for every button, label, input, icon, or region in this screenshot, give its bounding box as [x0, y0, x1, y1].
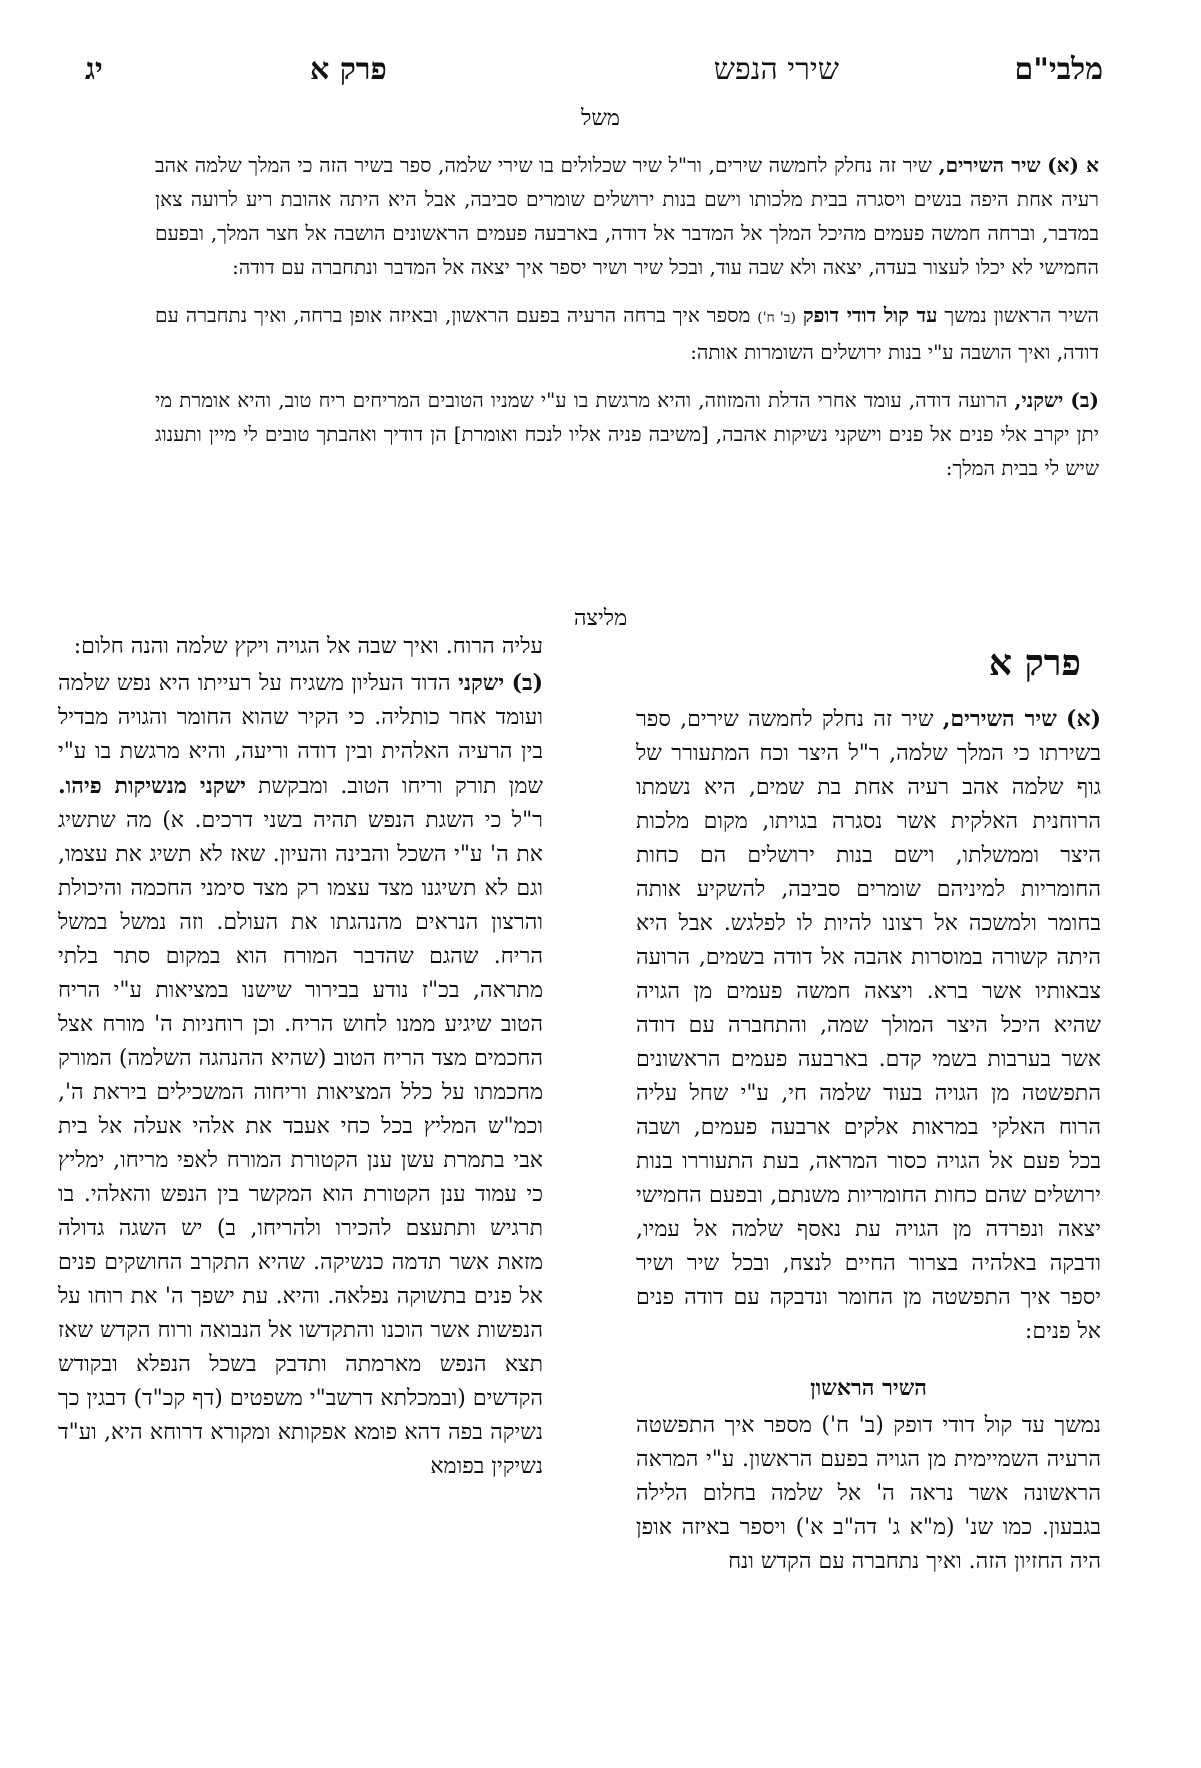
chapter-title: פרק א [988, 642, 1081, 684]
lemma: ישקני [458, 670, 505, 696]
paragraph-text: מספר איך ברחה הרעיה בפעם הראשון, ובאיזה אופן ברחה, ואיך נתחברה עם דודה, ואיך הושבה ע"י בנות ירושלים השומרות אותה: [155, 303, 1099, 364]
melitza-left-column [58, 630, 543, 1484]
paragraph-text: נמשך עד קול דודי דופק (ב' ח') מספר איך התפשטה הרעיה השמיימית מן הגויה בפעם הראשון. ע"י המראה הראשונה אשר נראה ה' אל שלמה בחלום הלילה בגבעון. כמו שנ' (מ"א ג' דה"ב א') ויספר באיזה אופן היה החזיון הזה. ואיך נתחברה עם הקדש ונח [636, 1413, 1101, 1574]
running-header [40, 52, 1161, 102]
mashal-paragraph-3 [155, 383, 1099, 485]
lemma: שיר השירים, [938, 153, 1041, 177]
paragraph-text: השיר הראשון נמשך [944, 303, 1099, 327]
header-book-title: שירי הנפש [713, 52, 839, 87]
mashal-paragraph-2 [155, 298, 1099, 369]
melitza-paragraph-1 [636, 702, 1101, 1349]
verse-number: (א) [1066, 706, 1101, 732]
paragraph-text: הדוד העליון משגיח על רעייתו היא נפש שלמה ועומד אחר כותליה. כי הקיר שהוא החומר והגויה מבדיל בין הרעיה האלהית ובין דודה וריעה, והיא מרגשת בו ע"י שמן תורק וריחו הטוב. ומבקשת [58, 671, 543, 799]
mashal-paragraph-1 [155, 148, 1099, 284]
citation: (ב' ח') [757, 310, 796, 326]
lemma: עד קול דודי דופק [802, 303, 938, 327]
mashal-label: משל [581, 106, 620, 131]
header-chapter: פרק א [310, 52, 387, 87]
paragraph-text: ר"ל כי השגת הנפש תהיה בשני דרכים. א) מה שתשיג את ה' ע"י השכל והבינה והעיון. שאז לא תשיג את עצמו, וגם לא תשיגנו מצד עצמו רק מצד סימני החכמה והיכולת והרצון הנראים מהנהגתו את העולם. וזה נמשל במשל הריח. שהגם שהדבר המורח הוא במקום סתר בלתי מתראה, בכ"ז נודע בבירור שישנו במציאות ע"י הריח הטוב שיגיע ממנו לחוש הריח. וכן רוחניות ה' מורח אצל החכמים מצד הריח הטוב (שהיא ההנהגה השלמה) המורק מחכמתו על כלל המציאות וריחוה המשכילים ביראת ה', וכמ"ש המליץ בכל כחי אעבד את אלהי אעלה אל בית אבי בתמרת עשן ענן הקטורת המורח לאפי מריחו, ימליץ כי עמוד ענן הקטורת הוא המקשר בין הנפש והאלהי. בו תרגיש ותתעצם להכירו ולהריחו, ב) יש השגה גדולה מזאת אשר תדמה כנשיקה. שהיא התקרב החושקים פנים אל פנים בתשוקה נפלאה. והיא. עת ישפך ה' את רוחו על הנפשות אשר הוכנו והתקדשו אל הנבואה ורוח הקדש שאז תצא הנפש מארמתה ותדבק בשכל הנפלא ובקודש הקדשים (ובמכלתא דרשב"י משפטים (דף קכ"ד) דבגין כך נשיקה בפה דהא פומא אפקותא ומקורא דרוחא היא, וע"ד נשיקין בפומא [57, 808, 543, 1479]
lemma: ישקני מנשיקות פיהו. [58, 773, 246, 799]
verse-number: (ב) [511, 670, 544, 696]
paragraph-text: שיר זה נחלק לחמשה שירים, ור"ל שיר שכלולים בו שירי שלמה, ספר בשיר הזה כי המלך שלמה אהב רעיה אחת היפה בנשים ויסגרה בבית מלכותו וישם בנות ירושלים שומרים סביבה, אבל היא היתה אהובת ריע לרועה צאן במדבר, וברחה חמשה פעמים מהיכל המלך אל המדבר אל דודה, בארבעה פעמים הראשונים הושבה אל חצר המלך, ובפעם החמישי לא יכלו לעצור בעדה, יצאה ולא שבה עוד, ובכל שיר ושיר יספר איך יצאה אל המדבר ונתחברה עם דודה: [155, 153, 1099, 279]
header-author: מלבי"ם [1014, 52, 1103, 87]
melitza-label: מליצה [573, 606, 628, 631]
paragraph-text: הרועה דודה, עומד אחרי הדלת והמזוזה, והיא מרגשת בו ע"י שמניו הטובים המריחים ריח טוב, והיא אומרת מי יתן יקרב אלי פנים אל פנים וישקני נשיקות אהבה, [משיבה פניה אליו לנכח ואומרת] הן דודיך ואהבתך טובים לי מיין ותענוג שיש לי בבית המלך: [155, 388, 1099, 480]
mashal-section [155, 148, 1099, 499]
paragraph-text: עליה הרוח. ואיך שבה אל הגויה ויקץ שלמה והנה חלום: [73, 634, 543, 659]
lemma: ישקני, [1014, 388, 1064, 412]
header-page-number: יג [85, 52, 103, 87]
section-title: השיר הראשון [810, 1375, 927, 1401]
melitza-paragraph-2 [636, 1409, 1101, 1579]
melitza-right-column [636, 640, 1101, 1579]
verse-number: (ב) [1070, 388, 1099, 412]
melitza-paragraph-continued [58, 630, 543, 664]
paragraph-text: שיר זה נחלק לחמשה שירים, ספר בשירתו כי המלך שלמה, ר"ל היצר וכח המתעורר של גוף שלמה אהב רעיה אחת בת שמים, היא נשמתו הרוחנית האלקית אשר נסגרה בגויתו, מקום מלכות היצר וממשלתו, וישם בנות ירושלים הם כחות החומריות למיניהם שומרים סביבה, להשקיע אותה בחומר ולמשכה אל רצונו להיות לו לפלגש. אבל היא היתה קשורה במוסרות אהבה אל דודה בשמים, הרועה צבאותיו אשר ברא. ויצאה חמשה פעמים מן הגויה שהיא היכל היצר המולך שמה, והתחברה עם דודה אשר בערבות בשמי קדם. בארבעה פעמים הראשונים התפשטה מן הגויה בעוד שלמה חי, ע"י שחל עליה הרוח האלקי במראות אלקים ארבעה פעמים, ושבה בכל פעם אל הגויה כסור המראה, בעת התעוררו בנות ירושלים שהם כחות החומריות משנתם, ובפעם החמישי יצאה ונפרדה מן הגויה עת נאסף שלמה אל עמיו, ודבקה באלהיה בצרור החיים לנצח, ובכל שיר ושיר יספר איך התפשטה מן החומר ונדבקה עם דודה פנים אל פנים: [636, 707, 1101, 1344]
lemma: שיר השירים, [942, 706, 1057, 732]
melitza-paragraph-3 [58, 666, 543, 1484]
verse-number: א (א) [1047, 153, 1100, 177]
